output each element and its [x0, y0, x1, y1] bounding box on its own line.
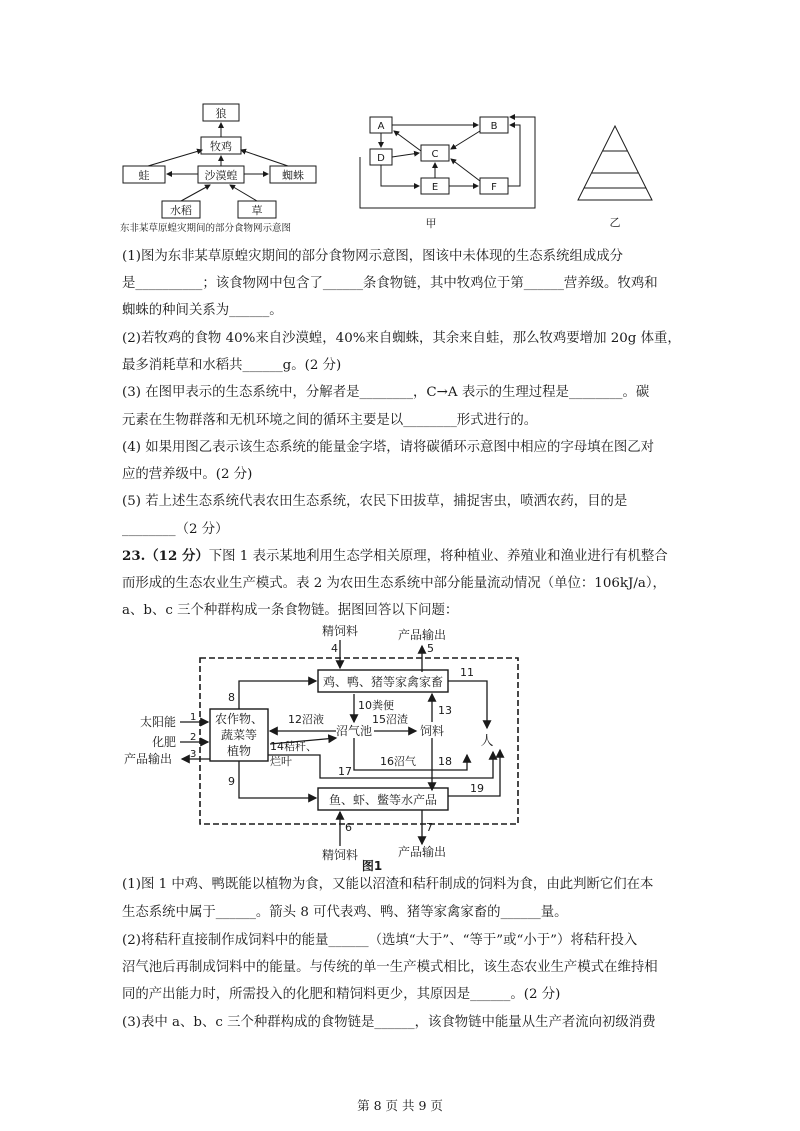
q23-2-line-a: (2)将秸秆直接制作成饲料中的能量______（选填“大于”、“等于”或“小于”）将秸秆投入: [122, 933, 638, 948]
node-a: A: [377, 121, 385, 132]
fig1-output-top: 产品输出: [397, 628, 447, 642]
fig1-crops-2: 蔬菜等: [220, 728, 258, 742]
fig1-crops-1: 农作物、: [214, 712, 264, 726]
figure1-eco-agriculture: [110, 622, 550, 872]
figure-jia-label: 甲: [425, 217, 437, 230]
q23-intro-line-a: [122, 550, 682, 563]
node-c: C: [431, 149, 439, 160]
fig1-fish: 鱼、虾、鳖等水产品: [328, 793, 438, 807]
q22-5-line-a: (5) 若上述生态系统代表农田生态系统，农民下田拔草，捕捉害虫，喷洒农药，目的是: [122, 494, 628, 509]
q22-4-line-b: 应的营养级中。(2 分): [122, 467, 253, 482]
fig1-sun: 太阳能: [140, 715, 177, 729]
fig1-l-slurry: 12沼液: [288, 713, 324, 726]
q23-1-line-b: 生态系统中属于______。箭头 8 可代表鸡、鸭、猪等家禽家畜的______量。: [122, 905, 568, 920]
q22-3-line-b: 元素在生物群落和无机环境之间的循环主要是以________形式进行的。: [122, 413, 538, 428]
q23-intro-a-text: 下图 1 表示某地利用生态学相关原理，将种植业、养殖业和渔业进行有机整合: [208, 549, 668, 564]
fig1-output-bottom: 产品输出: [397, 845, 447, 859]
page-footer: 第 8 页 共 9 页: [357, 1098, 443, 1113]
food-web-diagram: [118, 100, 333, 235]
fig1-l-gas: 16沼气: [380, 755, 416, 768]
food-web-caption: 东非某草原蝗灾期间的部分食物网示意图: [120, 223, 292, 234]
fig1-feed-mid: 饲料: [419, 724, 445, 738]
q22-2-line-a: (2)若牧鸡的食物 40%来自沙漠蝗，40%来自蜘蛛，其余来自蛙，那么牧鸡要增加 20g 体重，: [122, 331, 681, 346]
node-e: E: [431, 182, 439, 193]
fig1-l-straw-a: 14秸秆、: [270, 740, 317, 753]
q23-3-line-a: (3)表中 a、b、c 三个种群构成的食物链是______，该食物链中能量从生产者流向初级消费: [122, 1015, 656, 1030]
node-f: F: [491, 182, 497, 193]
fig1-biogas-pool: 沼气池: [335, 724, 373, 738]
fig1-n2: 2: [190, 732, 197, 743]
fig1-n4: 4: [331, 642, 338, 655]
node-d: D: [377, 153, 385, 164]
q23-1-line-a: (1)图 1 中鸡、鸭既能以植物为食，又能以沼渣和秸秆制成的饲料为食，由此判断它们在本: [122, 877, 654, 892]
q22-4-line-a: (4) 如果用图乙表示该生态系统的能量金字塔，请将碳循环示意图中相应的字母填在图乙对: [122, 440, 655, 455]
fig1-crops-3: 植物: [226, 744, 252, 758]
node-wolf: 狼: [215, 107, 227, 120]
fig1-n9: 9: [228, 775, 235, 788]
energy-pyramid: [570, 118, 660, 228]
fig1-n19: 19: [470, 782, 484, 795]
fig1-person: 人: [480, 734, 494, 749]
fig1-n13: 13: [438, 704, 452, 717]
q22-1-line-a: (1)图为东非某草原蝗灾期间的部分食物网示意图，图该中未体现的生态系统组成成分: [122, 249, 624, 264]
carbon-cycle-diagram: [355, 105, 555, 230]
q23-2-line-b: 沼气池后再制成饲料中的能量。与传统的单一生产模式相比，该生态农业生产模式在维持相: [122, 960, 658, 975]
fig1-fert: 化肥: [152, 735, 177, 749]
fig1-n1: 1: [190, 712, 197, 723]
node-spider: 蜘蛛: [282, 169, 304, 182]
fig1-l-residue: 15沼渣: [372, 713, 408, 726]
fig1-n3: 3: [190, 749, 197, 760]
fig1-l-manure: 10粪便: [358, 699, 394, 712]
q22-1-line-b: 是__________；该食物网中包含了______条食物链，其中牧鸡位于第______营养级。牧鸡和: [122, 276, 658, 291]
fig1-n5: 5: [427, 642, 434, 655]
q22-5-line-b: ________（2 分）: [122, 522, 229, 537]
fig1-output-left: 产品输出: [124, 752, 173, 766]
fig1-n11: 11: [460, 666, 474, 679]
fig1-n6: 6: [345, 821, 352, 834]
q22-1-line-c: 蜘蛛的种间关系为______。: [122, 303, 283, 318]
figure-yi-label: 乙: [609, 216, 621, 228]
node-rice: 水稻: [170, 204, 192, 217]
node-grass: 草: [251, 204, 263, 217]
fig1-feed-top: 精饲料: [321, 624, 359, 638]
fig1-l-straw-b: 烂叶: [270, 755, 292, 768]
node-frog: 蛙: [138, 169, 150, 182]
fig1-n18: 18: [438, 755, 452, 768]
node-chicken: 牧鸡: [210, 140, 232, 153]
q22-3-line-a: (3) 在图甲表示的生态系统中，分解者是________，C→A 表示的生理过程是________。碳: [122, 385, 650, 400]
node-locust: 沙漠蝗: [204, 169, 238, 182]
fig1-n8: 8: [228, 691, 235, 704]
q23-2-line-c: 同的产出能力时，所需投入的化肥和精饲料更少，其原因是______。(2 分): [122, 987, 561, 1002]
fig1-caption: 图1: [361, 859, 383, 872]
q23-intro-line-c: a、b、c 三个种群构成一条食物链。据图回答以下问题：: [122, 603, 459, 618]
fig1-n7: 7: [426, 821, 433, 834]
fig1-feed-bottom: 精饲料: [321, 848, 359, 862]
q22-2-line-b: 最多消耗草和水稻共______g。(2 分): [122, 358, 342, 373]
q23-intro-line-b: 而形成的生态农业生产模式。表 2 为农田生态系统中部分能量流动情况（单位：106kJ/a），: [122, 576, 666, 591]
fig1-n17: 17: [338, 765, 352, 778]
fig1-poultry: 鸡、鸭、猪等家禽家畜: [322, 675, 444, 689]
q23-number: 23.（12 分）: [122, 548, 209, 564]
node-b: B: [490, 121, 498, 132]
